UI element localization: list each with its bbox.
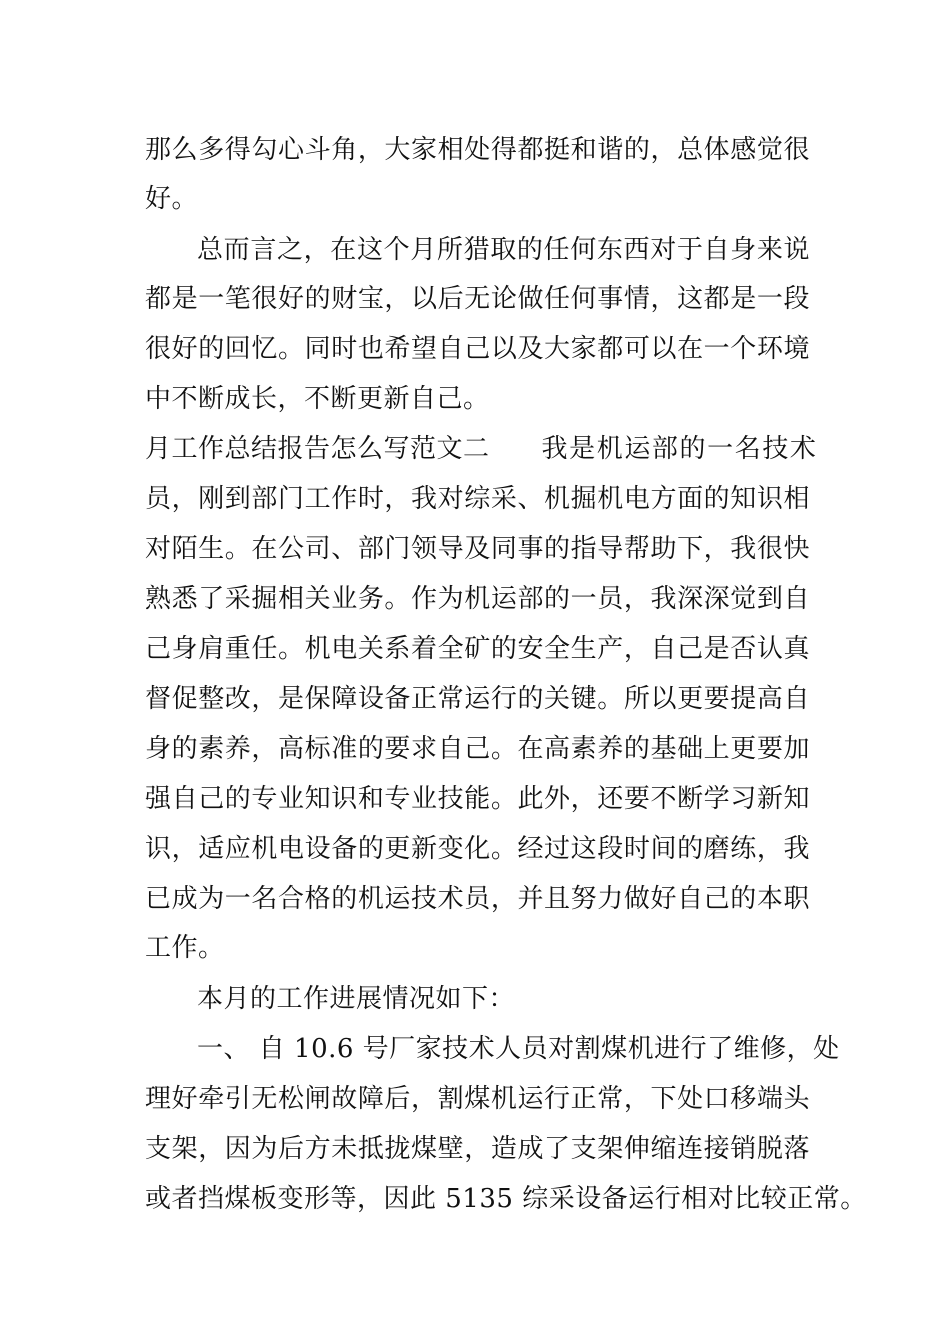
text-line: 识，适应机电设备的更新变化。经过这段时间的磨练，我	[145, 834, 810, 864]
list-item-line: 一、 自 10.6 号厂家技术人员对割煤机进行了维修，处	[197, 1034, 840, 1064]
text-line: 支架，因为后方未抵拢煤壁，造成了支架伸缩连接销脱落	[145, 1134, 810, 1164]
section-heading-line	[145, 424, 818, 474]
text-line: 熟悉了采掘相关业务。作为机运部的一员，我深深觉到自	[145, 584, 810, 614]
text-line: 员，刚到部门工作时，我对综采、机掘机电方面的知识相	[145, 484, 810, 514]
section-first-text: 我是机运部的一名技术	[541, 434, 818, 464]
text-line: 理好牵引无松闸故障后，割煤机运行正常，下处口移端头	[145, 1084, 810, 1114]
text-line: 强自己的专业知识和专业技能。此外，还要不断学习新知	[145, 784, 810, 814]
text-line: 身的素养，高标准的要求自己。在高素养的基础上更要加	[145, 734, 810, 764]
text-line: 很好的回忆。同时也希望自己以及大家都可以在一个环境	[145, 334, 810, 364]
text-line: 督促整改，是保障设备正常运行的关键。所以更要提高自	[145, 684, 810, 714]
section-title: 月工作总结报告怎么写范文二	[145, 434, 490, 464]
text-line: 或者挡煤板变形等，因此 5135 综采设备运行相对比较正常。	[145, 1184, 867, 1214]
text-line: 对陌生。在公司、部门领导及同事的指导帮助下，我很快	[145, 534, 810, 564]
text-line: 那么多得勾心斗角，大家相处得都挺和谐的，总体感觉很	[145, 135, 810, 165]
paragraph-first-line: 总而言之，在这个月所猎取的任何东西对于自身来说	[197, 235, 810, 265]
text-line: 好。	[145, 184, 199, 214]
text-line: 己身肩重任。机电关系着全矿的安全生产，自己是否认真	[145, 634, 810, 664]
text-line: 都是一笔很好的财宝，以后无论做任何事情，这都是一段	[145, 284, 810, 314]
text-line: 已成为一名合格的机运技术员，并且努力做好自己的本职	[145, 884, 810, 914]
text-line: 中不断成长，不断更新自己。	[145, 384, 490, 414]
paragraph-first-line: 本月的工作进展情况如下：	[197, 984, 516, 1014]
text-line: 工作。	[145, 933, 225, 963]
